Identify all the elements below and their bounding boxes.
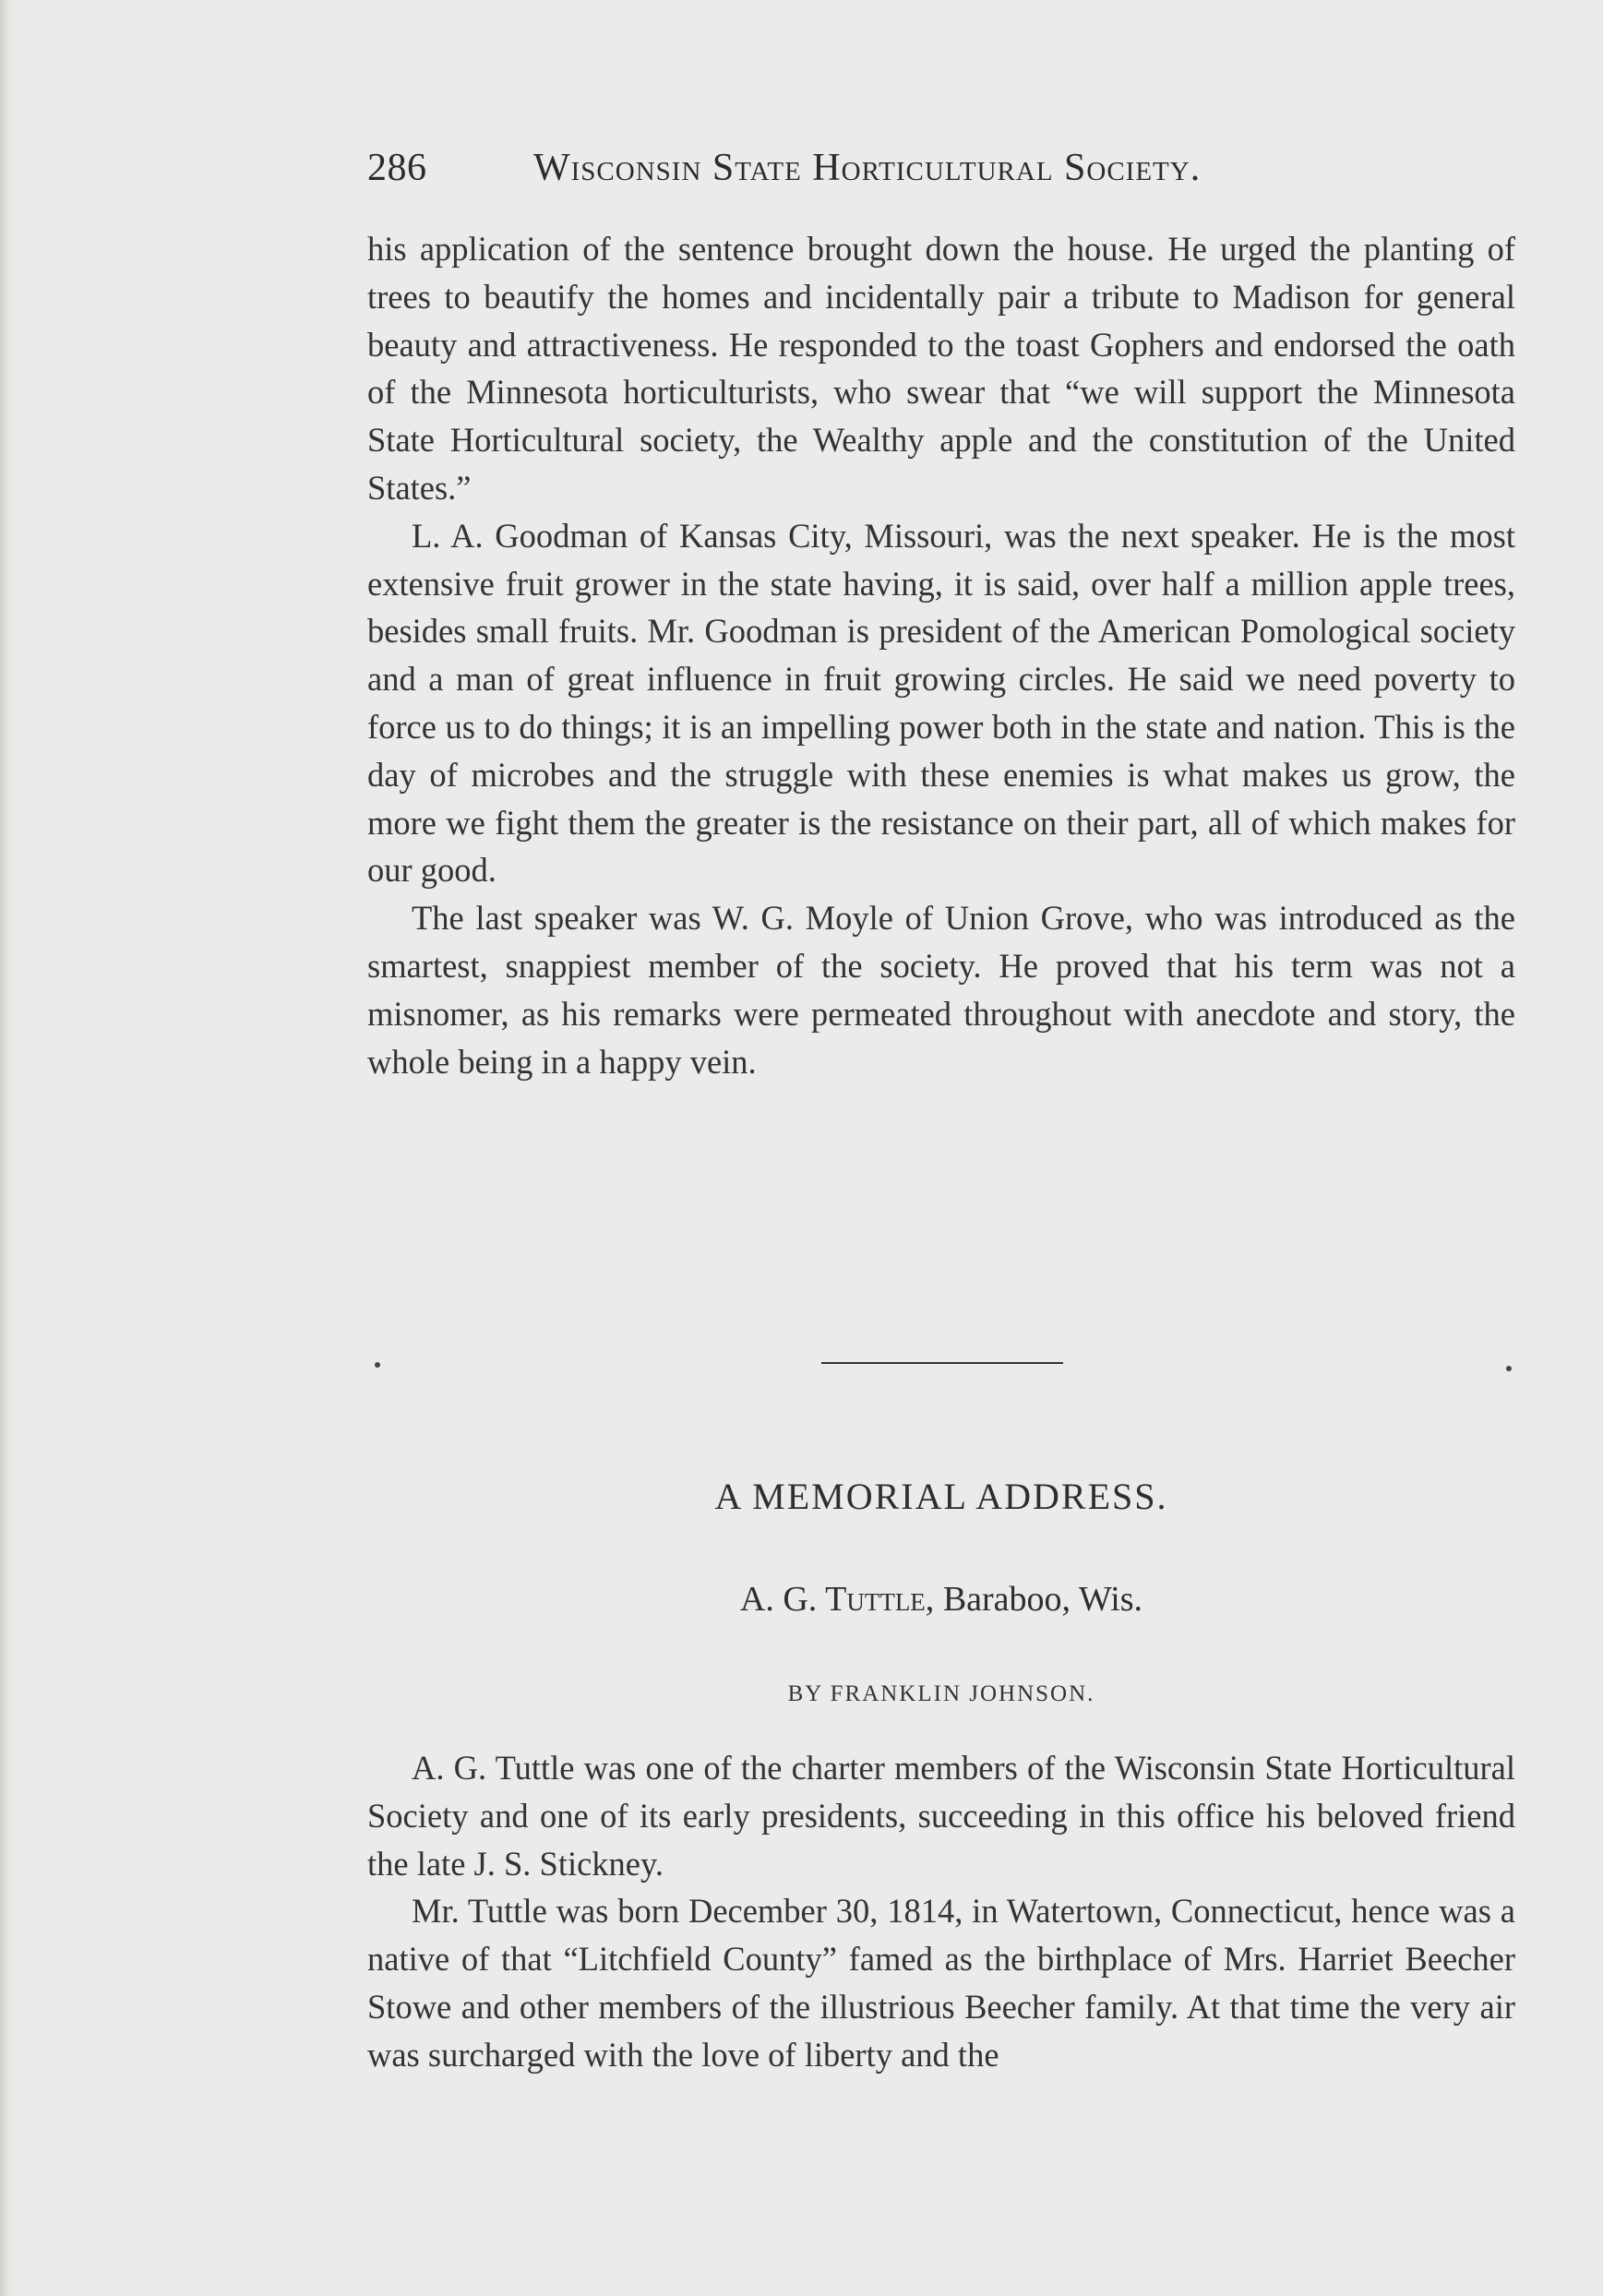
subject-place: Baraboo, Wis. — [942, 1580, 1143, 1619]
paragraph-moyle: The last speaker was W. G. Moyle of Union Grove, who was introduced as the smartest, snappiest member of the society. He proved that his term was not a misnomer, as his remarks were permeated throughout with anecdote and story, the whole being in a happy vein. — [367, 899, 1515, 1081]
subject-name: A. G. Tuttle, — [739, 1580, 935, 1619]
section-divider-rule — [821, 1362, 1063, 1364]
speck-mark — [1506, 1366, 1512, 1371]
paragraph-tuttle-charter: A. G. Tuttle was one of the charter members of the Wisconsin State Horticultural Society and one of its early presidents, succeeding in this office his beloved friend the late J. S. Stickney. — [367, 1749, 1515, 1883]
paragraph-tuttle-birth: Mr. Tuttle was born December 30, 1814, in Watertown, Connecticut, hence was a native of that “Litchfield County” famed as the birthplace of Mrs. Harriet Beecher Stowe and other members of the illustrious Beecher family. At that time the very air was surcharged with the love of liberty and the — [367, 1892, 1515, 2074]
memorial-title: A MEMORIAL ADDRESS. — [714, 1476, 1168, 1517]
section-one-text — [367, 225, 1515, 1085]
page-number: 286 — [367, 147, 427, 189]
speck-mark — [375, 1362, 380, 1368]
memorial-text — [367, 1744, 1515, 2079]
paragraph-goodman: L. A. Goodman of Kansas City, Missouri, was the next speaker. He is the most extensive fruit grower in the state having, it is said, over half a million apple trees, besides small fruits. Mr. Goodman is president of the American Pomological society and a man of great influence in fruit growing circles. He said we need poverty to force us to do things; it is an impelling power both in the state and nation. This is the day of microbes and the struggle with these enemies is what makes us grow, the more we fight them the greater is the resistance on their part, all of which makes for our good. — [367, 516, 1515, 890]
running-head — [367, 140, 1349, 196]
running-head-title: Wisconsin State Horticultural Society. — [533, 147, 1202, 189]
memorial-byline: BY FRANKLIN JOHNSON. — [787, 1681, 1095, 1706]
paragraph-continuation: his application of the sentence brought down the house. He urged the planting of trees to beautify the homes and incidentally pair a tribute to Madison for general beauty and attractiveness. He responded to the toast Gophers and endorsed the oath of the Minnesota horticulturists, who swear that “we will support the Minnesota State Horticultural society, the Wealthy apple and the constitution of the United States.” — [367, 230, 1515, 507]
memorial-subject — [367, 1574, 1515, 1624]
